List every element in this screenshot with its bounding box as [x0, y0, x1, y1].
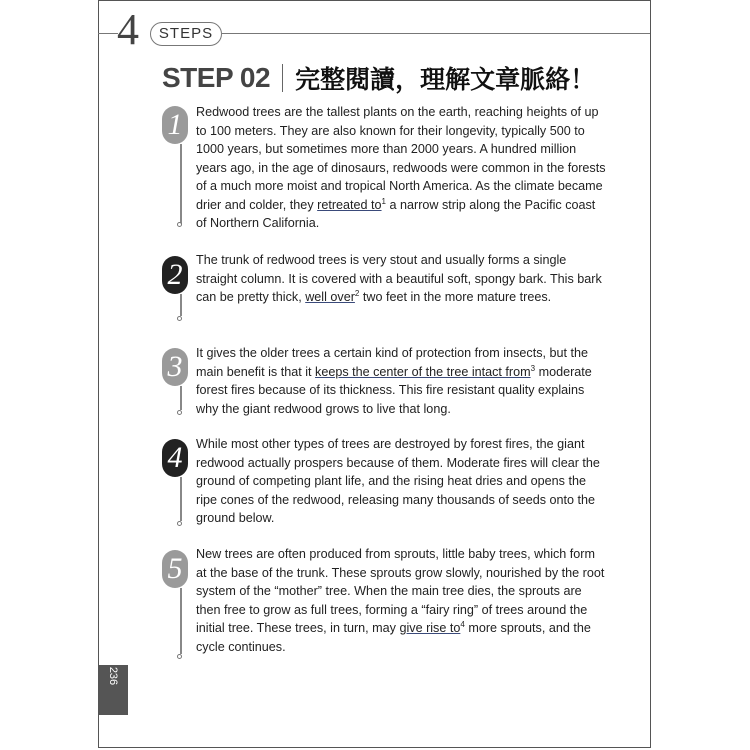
badge-stem-dot [177, 222, 182, 227]
text-run: The trunk of redwood trees is very stout and usually forms a single straight column. It is covered with a beautiful soft, spongy bark. This bark can be pretty thick, [196, 253, 602, 304]
chapter-number: 4 [117, 5, 139, 54]
header-rule-left [98, 33, 118, 34]
text-run: It gives the older trees a certain kind of protection from insects, but the main benefit is that it [196, 346, 589, 379]
text-run: a narrow strip along the Pacific coast of Northern California. [196, 197, 596, 230]
underlined-phrase: give rise to [399, 621, 461, 635]
paragraph-number-badge: 4 [162, 439, 188, 477]
footnote-marker: 3 [530, 363, 536, 373]
steps-tab-label: STEPS [158, 25, 214, 42]
badge-stem [180, 477, 182, 521]
badge-stem-dot [177, 521, 182, 526]
paragraph-number-badge: 3 [162, 348, 188, 386]
paragraph-text [196, 344, 606, 418]
paragraph-2 [162, 250, 602, 328]
title-separator [282, 64, 283, 92]
badge-stem-dot [177, 316, 182, 321]
paragraph-number-badge: 5 [162, 550, 188, 588]
paragraph-3 [162, 342, 602, 420]
text-run: While most other types of trees are destroyed by forest fires, the giant redwood actually prospers because of them. Moderate fires will clear the ground of competing plant life, and the rising heat dries and opens the ripe cones of the redwood, releasing many thousands of seeds onto the ground below. [196, 437, 600, 525]
paragraph-1 [162, 100, 606, 235]
underlined-phrase: keeps the center of the tree intact from [315, 364, 531, 379]
paragraph-text [196, 103, 606, 233]
header-rule-right [222, 33, 650, 34]
footnote-marker: 4 [460, 619, 465, 629]
paragraph-text [196, 251, 606, 307]
steps-tab [150, 22, 222, 46]
title-step: STEP 02 [162, 62, 271, 93]
paragraph-text [196, 545, 606, 656]
badge-stem [180, 144, 182, 224]
paragraph-number-badge: 1 [162, 106, 188, 144]
text-run: moderate forest fires because of its thickness. This fire resistant quality explains why the giant redwood grows to live that long. [196, 364, 592, 416]
badge-stem-dot [177, 654, 182, 659]
badge-stem [180, 386, 182, 410]
underlined-phrase: well over [305, 290, 355, 304]
text-run: more sprouts, and the cycle continues. [196, 621, 591, 654]
paragraph-number-badge: 2 [162, 256, 188, 294]
page-number-tab [98, 665, 128, 715]
badge-stem [180, 588, 182, 654]
footnote-marker: 1 [381, 196, 386, 206]
text-run: Redwood trees are the tallest plants on the earth, reaching heights of up to 100 meters. They are also known for their longevity, typically 500 to 1000 years, but sometimes more than 2000 years. A hundred million years ago, in the age of dinosaurs, redwoods were common in the forests of a much more moist and tropical North America. As the climate became drier and colder, they [196, 105, 606, 212]
page-number: 236 [107, 666, 119, 686]
title-chinese: 完整閱讀，理解文章脈絡！ [295, 66, 596, 94]
badge-stem [180, 294, 182, 316]
page-title [162, 58, 595, 98]
paragraph-5 [162, 544, 605, 666]
footnote-marker: 2 [354, 288, 360, 298]
text-run: New trees are often produced from sprouts, little baby trees, which form at the base of the trunk. These sprouts grow slowly, nourished by the root system of the “mother” tree. When the main tree dies, the sprouts are then free to grow as full trees, forming a “fairy ring” of trees around the initial tree. These trees, in turn, may [196, 547, 605, 635]
badge-stem-dot [177, 410, 182, 415]
text-run: two feet in the more mature trees. [359, 290, 552, 304]
paragraph-text [196, 435, 606, 528]
paragraph-4 [162, 433, 602, 531]
underlined-phrase: retreated to [317, 197, 382, 212]
